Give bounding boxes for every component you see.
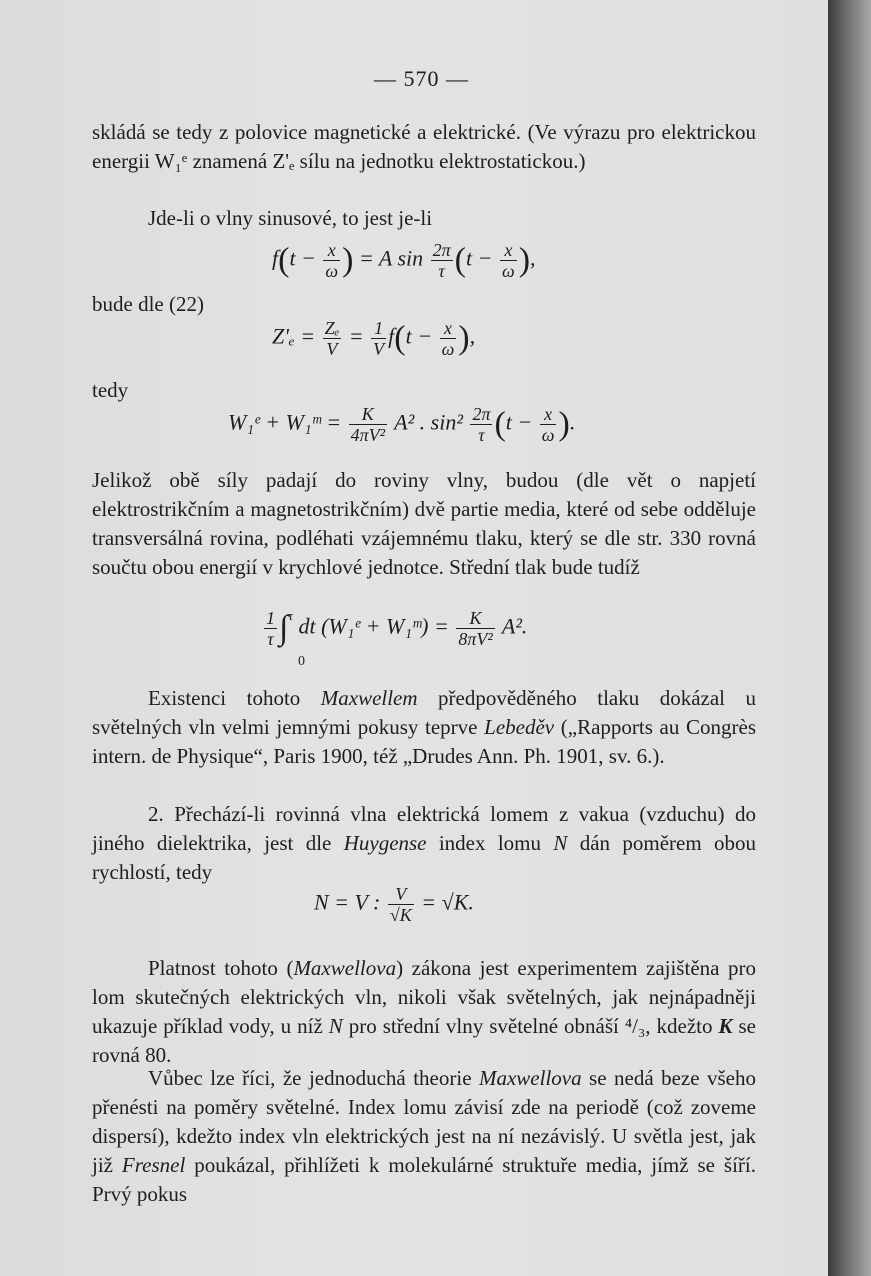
eq1-frac-x-omega: [323, 240, 340, 281]
eq1-omega-2: ω: [501, 261, 515, 281]
eq4-integral: ∫: [279, 609, 289, 647]
p6-c: („Rapports au Congrès intern. de Physique“, Paris 1900, též „Drudes Ann. Ph. 1901, sv. 6.).: [92, 715, 756, 768]
p8-b: ) zákona jest experimentem zajištěna pro lom skutečných elektrických vln, nikoli však světelných, jak nejnápadněji ukazuje příklad vody, u níž: [92, 956, 756, 1038]
paragraph-6-text: [92, 684, 756, 771]
paragraph-9: [92, 1064, 756, 1209]
eq4-den: 8πV²: [458, 629, 493, 649]
p7-c: dán poměrem obou rychlostí, tedy: [92, 831, 757, 884]
eq3-k: K: [349, 404, 387, 425]
eq2-x: x: [440, 318, 457, 339]
p9-a: Vůbec lze říci, že jednoduchá theorie: [148, 1066, 479, 1090]
equation-1: [272, 240, 536, 281]
eq1-arg-2: t −: [466, 245, 493, 271]
p7-n: N: [553, 831, 568, 855]
eq5-v: V: [388, 884, 414, 905]
eq1-paren-open: (: [278, 241, 290, 279]
p9-fresnel: Fresnel: [121, 1153, 186, 1177]
eq1-x: x: [323, 240, 340, 261]
p9-b: se nedá beze všeho přenésti na poměry světelné. Index lomu závisí zde na periodě (což zoveme dispersí), kdežto index vln elektrických jest na ní nezávislý. U světla jest, jak již: [92, 1066, 756, 1177]
eq3-arg: t −: [505, 409, 533, 435]
paragraph-1: [92, 118, 756, 176]
eq1-f: f: [272, 245, 279, 271]
eq1-paren2-open: (: [454, 241, 466, 279]
eq2-arg: t −: [405, 323, 433, 349]
eq1-2pi: 2π: [432, 240, 451, 260]
eq4-body: dt (W₁ᵉ + W₁ᵐ) =: [298, 613, 449, 639]
eq4-a2: A².: [501, 613, 528, 639]
eq2-frac-x-omega: [440, 318, 457, 359]
p8-d: se rovná 80.: [92, 1014, 756, 1067]
paragraph-5: [92, 466, 756, 582]
eq1-paren2-close: ): [518, 241, 531, 279]
paragraph-2: Jde-li o vlny sinusové, to jest je-li: [148, 206, 433, 230]
page-number: — 570 —: [374, 66, 469, 91]
eq1-arg: t −: [289, 245, 316, 271]
paragraph-8-text: [92, 954, 756, 1070]
eq3-tau: τ: [478, 425, 485, 445]
eq3-frac-k: [349, 404, 387, 445]
eq3-frac-x-omega: [540, 404, 557, 445]
eq4-frac-k: [456, 608, 494, 649]
p6-a: Existenci tohoto: [148, 686, 321, 710]
eq3-period: .: [569, 409, 576, 435]
eq2-f: f: [388, 323, 395, 349]
paragraph-3: bude dle (22): [92, 292, 204, 316]
p8-c: pro střední vlny světelné obnáší ⁴/₃, kdežto: [342, 1014, 719, 1038]
eq3-x: x: [540, 404, 557, 425]
p9-maxwellova: Maxwellova: [478, 1066, 582, 1090]
eq2-lhs: Z'ₑ =: [272, 323, 316, 349]
eq2-comma: ,: [469, 323, 476, 349]
paragraph-6: [92, 684, 756, 771]
eq4-frac-1-tau: [264, 608, 277, 649]
eq1-tau: τ: [438, 261, 445, 281]
eq3-lhs: W₁ᵉ + W₁ᵐ =: [228, 409, 342, 435]
p8-n: N: [328, 1014, 343, 1038]
equation-4: [262, 608, 528, 669]
paragraph-1-text: skládá se tedy z polovice magnetické a elektrické. (Ve výrazu pro elektrickou energii W₁ᵉ znamená Z'ₑ sílu na jednotku elektrostatickou.): [92, 120, 756, 173]
eq2-one: 1: [371, 318, 386, 339]
eq5-frac-v-sqrtk: [388, 884, 414, 925]
eq5-rhs: = √K.: [421, 889, 474, 915]
p8-a: Platnost tohoto (: [148, 956, 294, 980]
eq3-paren-close: ): [558, 405, 570, 443]
p6-b: předpověděného tlaku dokázal u světelných vln velmi jemnými pokusy teprve: [92, 686, 756, 739]
p6-maxwellem: Maxwellem: [320, 686, 418, 710]
eq4-upper-limit: τ: [288, 608, 293, 623]
eq2-v: V: [326, 339, 338, 359]
eq3-frac-2pi-tau: [470, 404, 492, 445]
page-gutter: [828, 0, 871, 1276]
eq3-2pi: 2π: [472, 404, 491, 424]
p9-c: poukázal, přihlížeti k molekulárné struktuře media, jímž se šíří. Prvý pokus: [92, 1153, 756, 1206]
p8-k: K: [718, 1014, 733, 1038]
eq3-omega: ω: [541, 425, 555, 445]
eq1-paren-close: ): [342, 241, 354, 279]
paragraph-7: [92, 800, 756, 887]
eq4-k: K: [456, 608, 494, 629]
eq2-frac-ze-v: [323, 318, 342, 359]
p7-b: index lomu: [426, 831, 554, 855]
eq2-omega: ω: [441, 339, 455, 359]
p6-lebedev: Lebeděv: [484, 715, 555, 739]
p7-a: 2. Přechází-li rovinná vlna elektrická lomem z vakua (vzduchu) do jiného dielektrika, jest dle: [92, 802, 756, 855]
eq2-equals: =: [348, 323, 364, 349]
eq2-v2: V: [373, 339, 385, 359]
eq2-frac-1-v: [371, 318, 386, 359]
paragraph-5-text: Jelikož obě síly padají do roviny vlny, budou (dle vět o napjetí elektrostrikčním a magnetostrikčním) dvě partie media, které od sebe odděluje transversálná rovina, podléhati vzájemnému tlaku, který se dle str. 330 rovná součtu obou energií v krychlové jednotce. Střední tlak bude tudíž: [92, 468, 756, 579]
paragraph-7-text: [92, 800, 756, 887]
p8-maxwellova: Maxwellova: [293, 956, 397, 980]
equation-3: [228, 404, 575, 445]
eq1-x-2: x: [500, 240, 517, 261]
eq1-equals-asin: = A sin: [358, 245, 424, 271]
equation-5: [314, 884, 474, 925]
eq4-tau: τ: [267, 629, 274, 649]
eq3-den: 4πV²: [350, 425, 386, 445]
eq5-lhs: N = V :: [314, 889, 381, 915]
eq1-comma: ,: [530, 245, 536, 271]
paragraph-9-text: [92, 1064, 756, 1209]
eq2-paren-close: ): [458, 319, 470, 357]
eq2-ze: Zₑ: [324, 318, 340, 338]
paragraph-4: tedy: [92, 378, 129, 402]
eq4-lower-limit: 0: [298, 654, 305, 669]
paragraph-8: [92, 954, 756, 1070]
eq1-frac-x-omega-2: [500, 240, 517, 281]
equation-2: [272, 318, 475, 359]
eq2-paren-open: (: [394, 319, 406, 357]
eq5-sqrtk: √K: [389, 905, 412, 925]
eq3-a-sin: A² . sin²: [394, 409, 463, 435]
p7-huygense: Huygense: [343, 831, 427, 855]
eq3-paren-open: (: [494, 405, 506, 443]
eq4-one: 1: [266, 608, 275, 628]
eq1-omega: ω: [325, 261, 339, 281]
eq1-frac-2pi-tau: [431, 240, 453, 281]
